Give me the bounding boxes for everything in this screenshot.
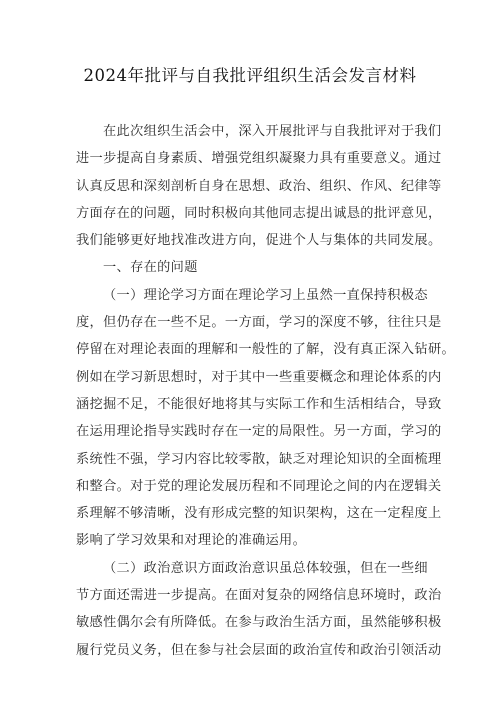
paragraph-line: 度，但仍存在一些不足。一方面，学习的深度不够，往往只是 (76, 315, 442, 331)
paragraph-line: 我们能够更好地找准改进方向，促进个人与集体的共同发展。 (76, 233, 442, 249)
paragraph-line: 系理解不够清晰，没有形成完整的知识架构，这在一定程度上 (76, 506, 442, 522)
paragraph-line: 例如在学习新思想时，对于其中一些重要概念和理论体系的内 (76, 369, 442, 385)
document-title: 2024年批评与自我批评组织生活会发言材料 (83, 66, 417, 85)
paragraph-line: 在运用理论指导实践时存在一定的局限性。另一方面，学习的 (76, 424, 442, 440)
paragraph-line: 在此次组织生活会中，深入开展批评与自我批评对于我们 (103, 124, 442, 139)
paragraph-line: 敏感性偶尔会有所降低。在参与政治生活方面，虽然能够积极 (76, 615, 442, 631)
paragraph-line: 方面存在的问题，同时积极向其他同志提出诚恳的批评意见， (76, 205, 442, 221)
paragraph-line: 系统性不强，学习内容比较零散，缺乏对理论知识的全面梳理 (76, 451, 442, 467)
paragraph-line: 和整合。对于党的理论发展历程和不同理论之间的内在逻辑关 (76, 478, 442, 494)
paragraph-line: 节方面还需进一步提高。在面对复杂的网络信息环境时，政治 (76, 588, 442, 604)
paragraph-line: 涵挖掘不足，不能很好地将其与实际工作和生活相结合，导致 (76, 396, 442, 412)
paragraph-line: （一）理论学习方面在理论学习上虽然一直保持积极态 (103, 287, 428, 303)
document-body (76, 118, 456, 664)
paragraph-line: 影响了学习效果和对理论的准确运用。 (76, 533, 307, 549)
paragraph-line: （二）政治意识方面政治意识虽总体较强，但在一些细 (103, 560, 428, 576)
paragraph-line: 进一步提高自身素质、增强党组织凝聚力具有重要意义。通过 (76, 151, 442, 167)
section-heading: 一、存在的问题 (103, 260, 198, 276)
paragraph-line: 认真反思和深刻剖析自身在思想、政治、组织、作风、纪律等 (76, 178, 442, 194)
paragraph-line: 停留在对理论表面的理解和一般性的了解，没有真正深入钻研。 (76, 342, 456, 358)
paragraph-line: 履行党员义务，但在参与社会层面的政治宣传和政治引领活动 (76, 642, 442, 658)
